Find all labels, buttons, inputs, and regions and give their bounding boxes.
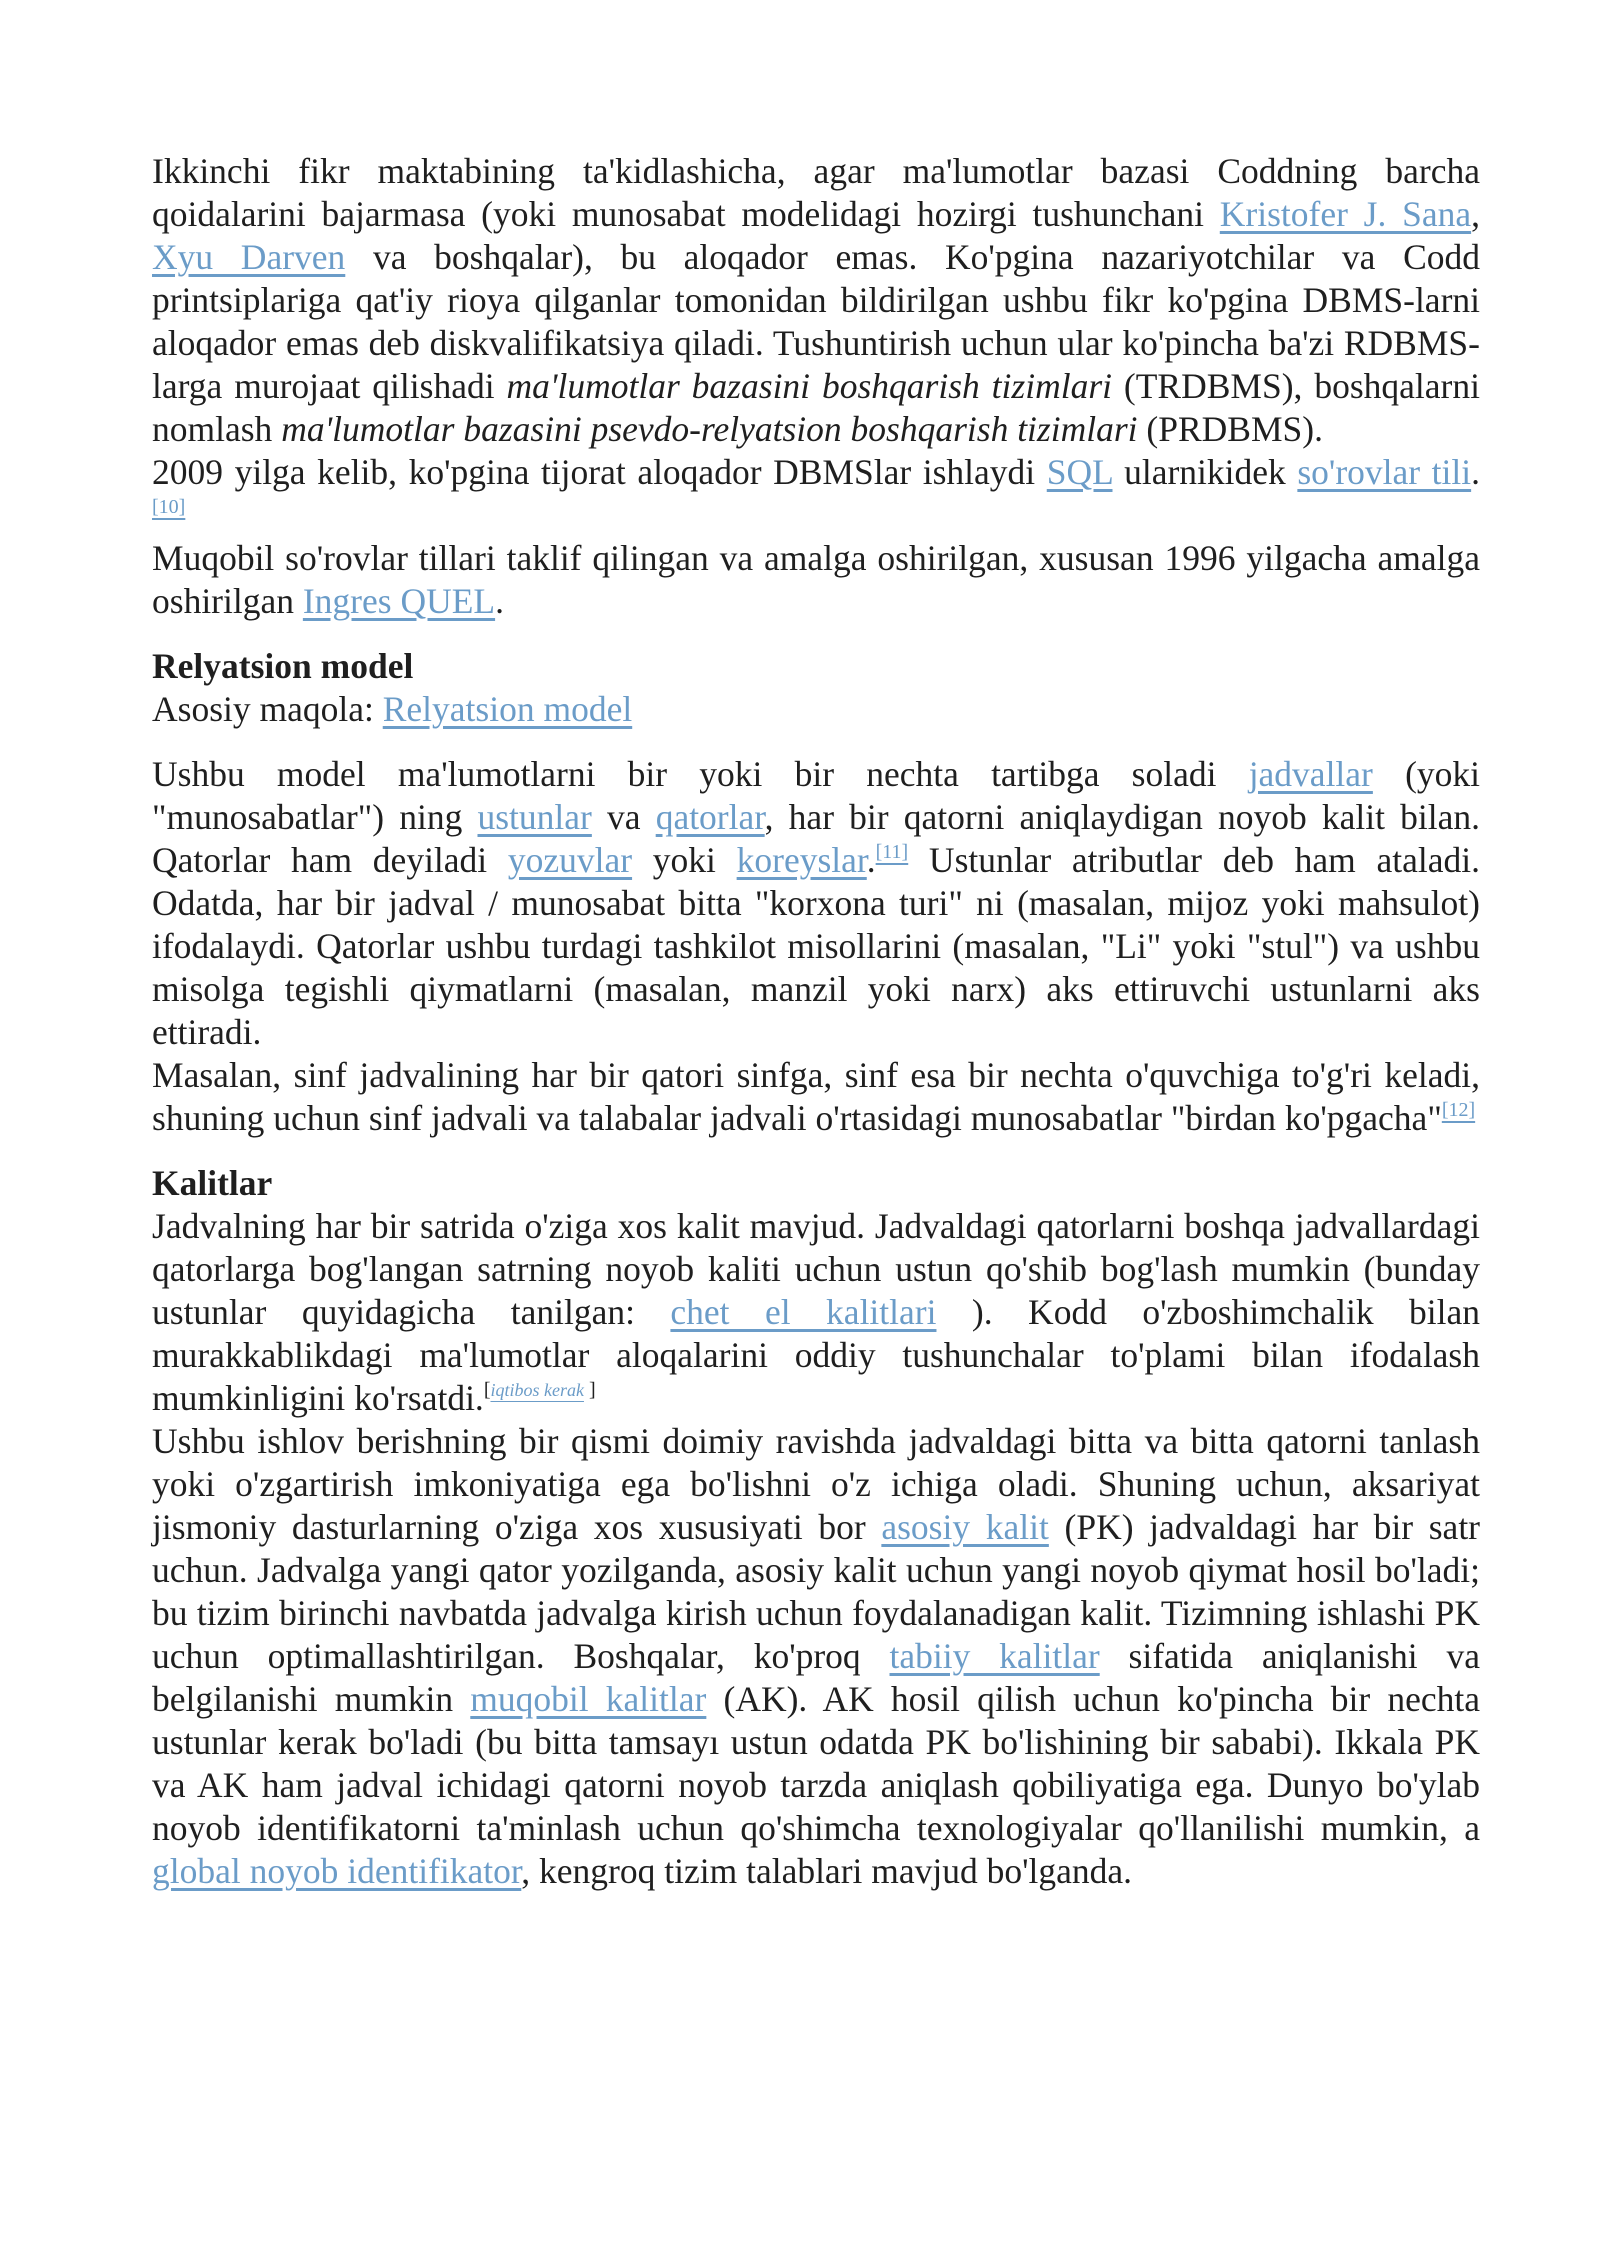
link-sorovlar-tili[interactable]: so'rovlar tili [1297,452,1472,492]
document-page [152,150,1480,1893]
paragraph-codd-rules: Ikkinchi fikr maktabining ta'kidlashicha, agar ma'lumotlar bazasi Coddning barcha qoidalarini bajarmasa (yoki munosabat modelidagi hozirgi tushunchani Kristofer J. Sana, Xyu Darven va boshqalar), bu aloqador emas. Ko'pgina nazariyotchilar va Codd printsiplariga qat'iy rioya qilganlar tomonidan bildirilgan ushbu fikr ko'pgina DBMS-larni aloqador emas deb diskvalifikatsiya qiladi. Tushuntirish uchun ular ko'pincha ba'zi RDBMS-larga murojaat qilishadi ma'lumotlar bazasini boshqarish tizimlari (TRDBMS), boshqalarni nomlash ma'lumotlar bazasini psevdo-relyatsion boshqarish tizimlari (PRDBMS). [152,151,1480,449]
paragraph-keys-intro: Jadvalning har bir satrida o'ziga xos kalit mavjud. Jadvaldagi qatorlarni boshqa jadvallardagi qatorlarga bog'langan satrning noyob kaliti uchun ustun qo'shib bog'lash mumkin (bunday ustunlar quyidagicha tanilgan: chet el kalitlari ). Kodd o'zboshimchalik bilan murakkablikdagi ma'lumotlar aloqalarini oddiy tushunchalar to'plami bilan ifodalash mumkinligini ko'rsatdi.[iqtibos kerak ] [152,1206,1480,1418]
link-ustunlar[interactable]: ustunlar [477,797,592,837]
citation-11 [876,841,909,863]
link-chet-el-kalitlari[interactable]: chet el kalitlari [670,1292,937,1332]
link-yozuvlar[interactable]: yozuvlar [507,840,633,880]
paragraph-model-description: Ushbu model ma'lumotlarni bir yoki bir nechta tartibga soladi jadvallar (yoki "munosabatlar") ning ustunlar va qatorlar, har bir qatorni aniqlaydigan noyob kalit bilan. Qatorlar ham deyiladi yozuvlar yoki koreyslar.[11] Ustunlar atributlar deb ham ataladi. Odatda, har bir jadval / munosabat bitta "korxona turi" ni (masalan, mijoz yoki mahsulot) ifodalaydi. Qatorlar ushbu turdagi tashkilot misollarini (masalan, "Li" yoki "stul") va ushbu misolga tegishli qiymatlarni (masalan, manzil yoki narx) aks ettiruvchi ustunlarni aks ettiradi. [152,754,1481,1052]
emphasis-prdbms: ma'lumotlar bazasini psevdo-relyatsion boshqarish tizimlari [281,409,1138,449]
link-ingres-quel[interactable]: Ingres QUEL [302,581,496,621]
paragraph-primary-keys: Ushbu ishlov berishning bir qismi doimiy ravishda jadvaldagi bitta va bitta qatorni tanlash yoki o'zgartirish imkoniyatiga ega bo'lishni o'z ichiga oladi. Shuning uchun, aksariyat jismoniy dasturlarning o'ziga xos xususiyati bor asosiy kalit (PK) jadvaldagi har bir satr uchun. Jadvalga yangi qator yozilganda, asosiy kalit uchun yangi noyob qiymat hosil bo'ladi; bu tizim birinchi navbatda jadvalga kirish uchun foydalanadigan kalit. Tizimning ishlashi PK uchun optimallashtirilgan. Boshqalar, ko'proq tabiiy kalitlar sifatida aniqlanishi va belgilanishi mumkin muqobil kalitlar (AK). AK hosil qilish uchun ko'pincha bir nechta ustunlar kerak bo'ladi (bu bitta tamsayı ustun odatda PK bo'lishining bir sababi). Ikkala PK va AK ham jadval ichidagi qatorni noyob tarzda aniqlash qobiliyatiga ega. Dunyo bo'ylab noyob identifikatorni ta'minlash uchun qo'shimcha texnologiyalar qo'llanilishi mumkin, a global noyob identifikator, kengroq tizim talablari mavjud bo'lganda. [152,1421,1480,1891]
link-tabiiy-kalitlar[interactable]: tabiiy kalitlar [889,1636,1100,1676]
citation-needed: [iqtibos kerak ] [483,1379,596,1401]
citation-10 [152,496,185,518]
link-kristofer-sana[interactable]: Kristofer J. Sana [1219,194,1472,234]
link-koreyslar[interactable]: koreyslar [736,840,867,880]
section-heading-keys: Kalitlar [152,1163,273,1203]
link-global-noyob-identifikator[interactable]: global noyob identifikator [152,1851,522,1891]
link-jadvallar[interactable]: jadvallar [1248,754,1373,794]
paragraph-sql-2009: 2009 yilga kelib, ko'pgina tijorat aloqador DBMSlar ishlaydi SQL ularnikidek so'rovlar tili.[10] [152,452,1480,518]
citation-link-11[interactable]: [11] [875,841,909,863]
citation-link-12[interactable]: [12] [1441,1099,1476,1121]
link-sql[interactable]: SQL [1046,452,1113,492]
citation-needed-link[interactable]: iqtibos kerak [490,1380,584,1400]
link-asosiy-kalit[interactable]: asosiy kalit [881,1507,1049,1547]
paragraph-class-example: Masalan, sinf jadvalining har bir qatori sinfga, sinf esa bir nechta o'quvchiga to'g'ri keladi, shuning uchun sinf jadvali va talabalar jadvali o'rtasidagi munosabatlar "birdan ko'pgacha"[12] [152,1055,1480,1138]
citation-12 [1442,1099,1475,1121]
main-article-note: Asosiy maqola: Relyatsion model [152,689,633,729]
link-xyu-darven[interactable]: Xyu Darven [152,237,346,277]
link-qatorlar[interactable]: qatorlar [655,797,765,837]
paragraph-query-languages: Muqobil so'rovlar tillari taklif qilingan va amalga oshirilgan, xususan 1996 yilgacha amalga oshirilgan Ingres QUEL. [152,538,1480,621]
citation-link-10[interactable]: [10] [152,496,186,518]
emphasis-trdbms: ma'lumotlar bazasini boshqarish tizimlari [506,366,1113,406]
section-heading-relational-model: Relyatsion model [152,646,414,686]
link-main-article-relational-model[interactable]: Relyatsion model [382,689,633,729]
link-muqobil-kalitlar[interactable]: muqobil kalitlar [470,1679,707,1719]
